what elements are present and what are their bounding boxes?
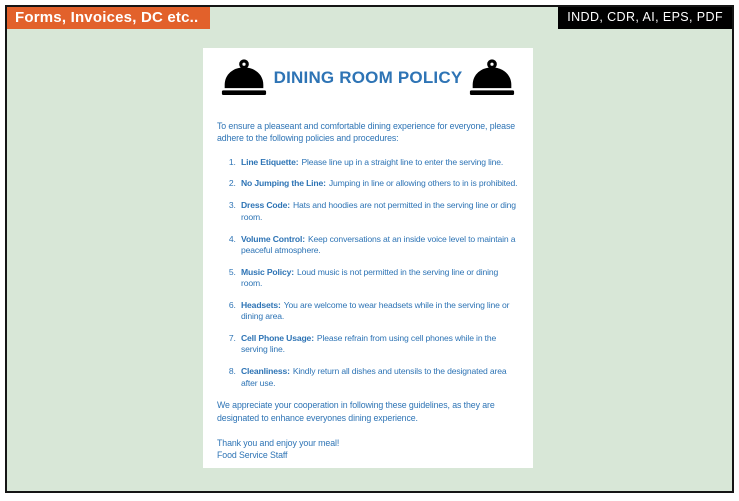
page-border-frame xyxy=(5,5,734,493)
policy-item-label: Line Etiquette: xyxy=(241,156,299,167)
policy-item xyxy=(238,300,519,323)
file-formats-badge xyxy=(558,7,732,29)
policy-item-label: Headsets: xyxy=(241,299,281,310)
policy-item-text: Hats and hoodies are not permitted in the serving line or ding room. xyxy=(241,200,516,222)
intro-paragraph: To ensure a pleaseant and comfortable dining experience for everyone, please adhere to the following policies and procedures: xyxy=(217,121,516,144)
policy-item-label: No Jumping the Line: xyxy=(241,178,326,189)
policy-item xyxy=(238,157,519,168)
policy-item xyxy=(238,333,519,356)
policy-item-text: Loud music is not permitted in the serving line or dining room. xyxy=(241,266,499,289)
document-header xyxy=(217,58,519,98)
policy-item-label: Cleanliness: xyxy=(241,366,290,377)
document-title: DINING ROOM POLICY xyxy=(273,68,463,87)
policy-item-label: Volume Control: xyxy=(241,233,305,244)
policy-item-text: Jumping in line or allowing others to in is prohibited. xyxy=(328,178,518,189)
document-page xyxy=(203,48,533,468)
cloche-icon xyxy=(221,58,267,98)
policy-list xyxy=(217,157,519,389)
policy-item-text: Keep conversations at an inside voice level to maintain a peaceful atmosphere. xyxy=(241,233,516,255)
policy-item-text: Kindly return all dishes and utensils to the designated area after use. xyxy=(241,366,507,388)
thanks-line: Thank you and enjoy your meal! xyxy=(217,438,340,449)
policy-item-label: Dress Code: xyxy=(241,200,290,211)
closing-paragraph: We appreciate your cooperation in following these guidelines, as they are designated to enhance everyones dining experience. xyxy=(217,400,495,423)
file-formats-label: INDD, CDR, AI, EPS, PDF xyxy=(567,10,723,24)
signoff-block xyxy=(217,437,519,462)
category-banner xyxy=(7,7,210,29)
policy-item-label: Cell Phone Usage: xyxy=(241,333,314,344)
policy-item-text: Please refrain from using cell phones while in the serving line. xyxy=(241,333,497,355)
policy-item-text: Please line up in a straight line to enter the serving line. xyxy=(301,156,504,167)
cloche-icon xyxy=(469,58,515,98)
policy-item-text: You are welcome to wear headsets while in the serving line or dining area. xyxy=(241,299,510,322)
category-banner-label: Forms, Invoices, DC etc.. xyxy=(15,9,199,26)
policy-item xyxy=(238,366,519,389)
signature-line: Food Service Staff xyxy=(217,450,288,461)
policy-item xyxy=(238,178,519,189)
policy-item-label: Music Policy: xyxy=(241,266,294,277)
policy-item xyxy=(238,267,519,290)
policy-item xyxy=(238,200,519,223)
policy-item xyxy=(238,234,519,257)
